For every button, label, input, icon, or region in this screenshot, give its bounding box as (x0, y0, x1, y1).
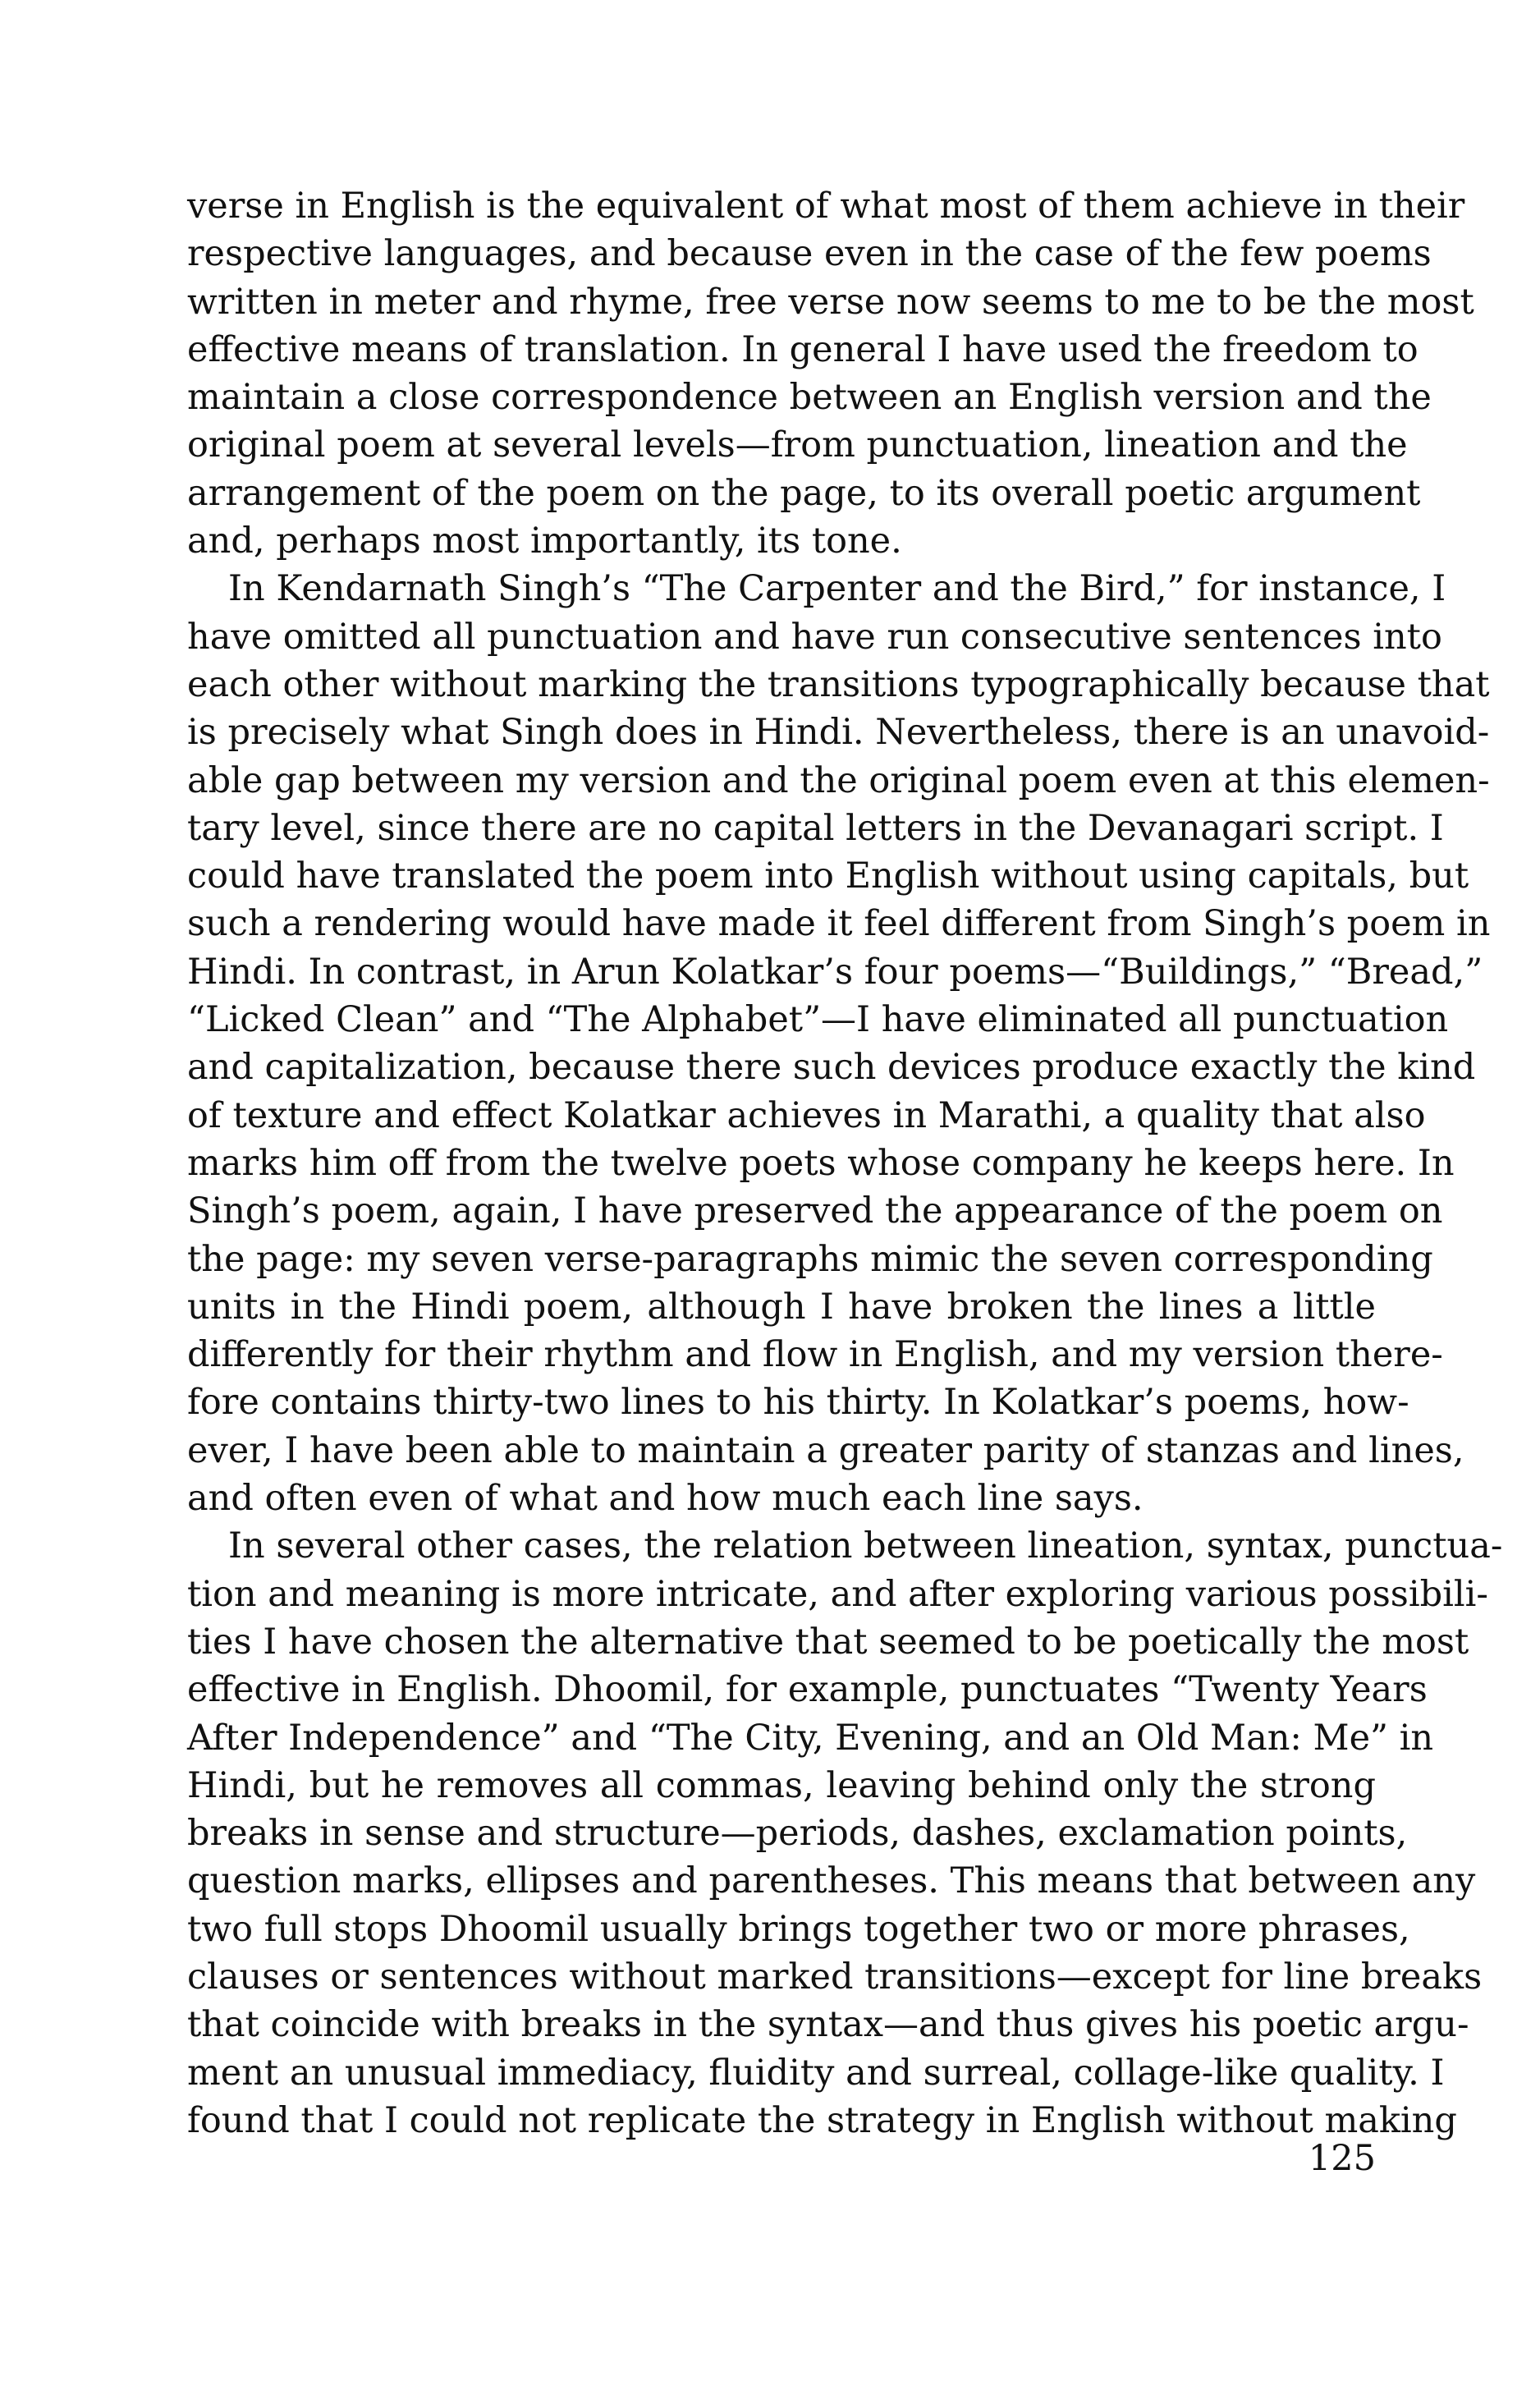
text-line: respective languages, and because even in the case of the few poems (187, 233, 1432, 275)
text-line: effective in English. Dhoomil, for example, punctuates “Twenty Years (187, 1669, 1428, 1711)
text-line: of texture and effect Kolatkar achieves in Marathi, a quality that also (187, 1094, 1426, 1136)
page-number: 125 (1308, 2138, 1376, 2179)
text-line: able gap between my version and the original poem even at this elemen- (187, 759, 1490, 801)
text-line: After Independence” and “The City, Evening, and an Old Man: Me” in (187, 1717, 1434, 1759)
text-line: verse in English is the equivalent of what most of them achieve in their (187, 186, 1465, 227)
text-line: two full stops Dhoomil usually brings together two or more phrases, (187, 1908, 1410, 1950)
text-line: clauses or sentences without marked transitions—except for line breaks (187, 1956, 1483, 1998)
text-line: differently for their rhythm and flow in English, and my version there- (187, 1334, 1443, 1376)
text-line: each other without marking the transitions typographically because that (187, 663, 1490, 705)
text-line: units in the Hindi poem, although I have broken the lines a little (187, 1286, 1376, 1328)
text-line: Singh’s poem, again, I have preserved the appearance of the poem on (187, 1190, 1443, 1232)
text-line: such a rendering would have made it feel different from Singh’s poem in (187, 903, 1491, 945)
text-line: maintain a close correspondence between an English version and the (187, 377, 1432, 419)
text-line: and capitalization, because there such devices produce exactly the kind (187, 1047, 1476, 1089)
text-line: In several other cases, the relation between lineation, syntax, punctua- (228, 1525, 1503, 1567)
text-line: and, perhaps most importantly, its tone. (187, 521, 902, 562)
text-line: have omitted all punctuation and have run consecutive sentences into (187, 616, 1442, 658)
text-line: breaks in sense and structure—periods, dashes, exclamation points, (187, 1813, 1408, 1855)
text-line: arrangement of the poem on the page, to its overall poetic argument (187, 472, 1421, 514)
text-line: ever, I have been able to maintain a greater parity of stanzas and lines, (187, 1429, 1464, 1471)
text-line: written in meter and rhyme, free verse now seems to me to be the most (187, 281, 1474, 323)
text-line: ties I have chosen the alternative that seemed to be poetically the most (187, 1621, 1469, 1663)
text-line: tion and meaning is more intricate, and after exploring various possibili- (187, 1573, 1488, 1615)
text-line: original poem at several levels—from punctuation, lineation and the (187, 424, 1408, 466)
text-line: and often even of what and how much each line says. (187, 1478, 1144, 1520)
text-line: question marks, ellipses and parentheses. This means that between any (187, 1860, 1476, 1902)
text-line: tary level, since there are no capital letters in the Devanagari script. I (187, 807, 1444, 849)
text-line: found that I could not replicate the strategy in English without making (187, 2099, 1457, 2141)
text-line: could have translated the poem into English without using capitals, but (187, 855, 1469, 897)
text-line: In Kendarnath Singh’s “The Carpenter and the Bird,” for instance, I (228, 568, 1446, 610)
text-line: “Licked Clean” and “The Alphabet”—I have eliminated all punctuation (187, 999, 1449, 1041)
text-line: that coincide with breaks in the syntax—and thus gives his poetic argu- (187, 2004, 1469, 2046)
text-line: Hindi, but he removes all commas, leaving behind only the strong (187, 1764, 1376, 1806)
text-line: the page: my seven verse-paragraphs mimic the seven corresponding (187, 1238, 1433, 1280)
text-line: Hindi. In contrast, in Arun Kolatkar’s four poems—“Buildings,” “Bread,” (187, 951, 1483, 993)
text-line: ment an unusual immediacy, fluidity and surreal, collage-like quality. I (187, 2052, 1445, 2094)
text-line: marks him off from the twelve poets whose company he keeps here. In (187, 1142, 1455, 1184)
text-line: is precisely what Singh does in Hindi. Nevertheless, there is an unavoid- (187, 712, 1490, 754)
body-text (187, 182, 1503, 2144)
text-line: effective means of translation. In general I have used the freedom to (187, 328, 1419, 370)
text-line: fore contains thirty-two lines to his thirty. In Kolatkar’s poems, how- (187, 1382, 1409, 1424)
